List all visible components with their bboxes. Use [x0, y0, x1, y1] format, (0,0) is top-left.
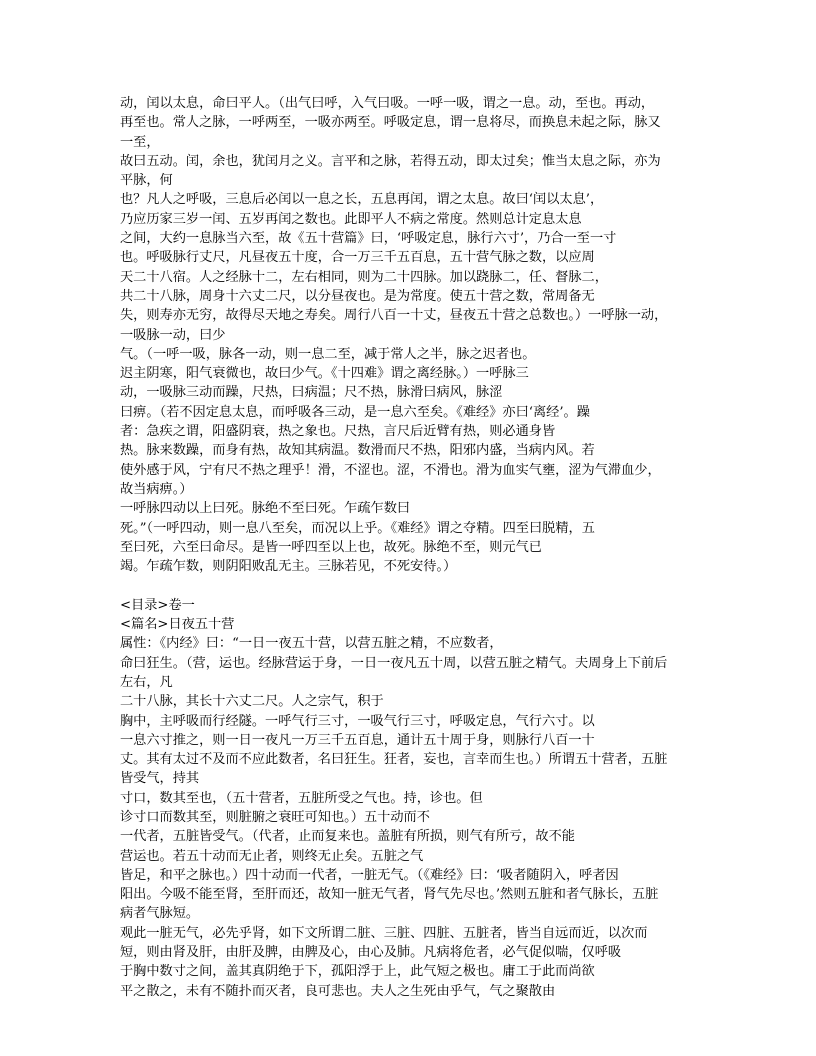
text-line: 皆足，和平之脉也。）四十动而一代者，一脏无气。（《难经》曰：‘吸者随阴入，呼者因 [120, 867, 619, 883]
section-fifty-cycles [120, 596, 700, 1001]
text-line: 竭。乍疏乍数，则阴阳败乱无主。三脉若见，不死安待。） [120, 559, 457, 575]
text-line: 诊寸口而数其至，则脏腑之衰旺可知也。）五十动而不 [120, 809, 430, 825]
text-line: 乃应历家三岁一闰、五岁再闰之数也。此即平人不病之常度。然则总计定息太息 [120, 211, 582, 227]
section-pulse-text [120, 94, 700, 576]
text-line: 寸口，数其至也，（五十营者，五脏所受之气也。持，诊也。但 [120, 790, 483, 806]
text-line: 一至， [120, 134, 160, 150]
text-line: 死。”（一呼四动，则一息八至矣，而况以上乎。《难经》谓之夺精。四至曰脱精，五 [120, 520, 595, 536]
text-line: 迟主阴寒，阳气衰微也，故曰少气。《十四难》谓之离经脉。）一呼脉三 [120, 366, 529, 382]
text-line: 观此一脏无气，必先乎肾，如下文所谓二脏、三脏、四脏、五脏者，皆当自远而近，以次而 [120, 925, 648, 941]
text-line: 一呼脉四动以上曰死。脉绝不至曰死。乍疏乍数曰 [120, 501, 411, 517]
text-line: 曰痹。（若不因定息太息，而呼吸各三动，是一息六至矣。《难经》亦曰‘离经’。躁 [120, 404, 590, 420]
text-line: 者：急疾之谓，阳盛阴衰，热之象也。尺热，言尺后近臂有热，则必通身皆 [120, 424, 556, 440]
text-line: 故曰五动。闰，余也，犹闰月之义。言平和之脉，若得五动，即太过矣；惟当太息之际，亦为 [120, 153, 661, 169]
text-line: 一吸脉一动，曰少 [120, 327, 226, 343]
chapter-title: <篇名>日夜五十营 [120, 617, 235, 633]
text-line: 一息六寸推之，则一日一夜凡一万三千五百息，通计五十周于身，则脉行八百一十 [120, 732, 595, 748]
text-line: 失，则寿亦无穷，故得尽天地之寿矣。周行八百一十丈，昼夜五十营之总数也。）一呼脉一动， [120, 308, 668, 324]
text-line: 之间，大约一息脉当六至，故《五十营篇》曰，‘呼吸定息，脉行六寸’，乃合一至一寸 [120, 231, 617, 247]
text-line: 一代者，五脏皆受气。（代者，止而复来也。盖脏有所损，则气有所亏，故不能 [120, 829, 575, 845]
text-line: 二十八脉，其长十六丈二尺。人之宗气，积于 [120, 694, 384, 710]
text-line: 命曰狂生。（营，运也。经脉营运于身，一日一夜凡五十周，以营五脏之精气。夫周身上下前后 [120, 655, 668, 671]
text-line: 短，则由肾及肝，由肝及脾，由脾及心，由心及肺。凡病将危者，必气促似喘，仅呼吸 [120, 945, 622, 961]
text-line: 共二十八脉，周身十六丈二尺，以分昼夜也。是为常度。使五十营之数，常周备无 [120, 288, 595, 304]
text-line: 营运也。若五十动而无止者，则终无止矣。五脏之气 [120, 848, 424, 864]
blank-line [120, 576, 700, 595]
text-line: 属性：《内经》曰：“一日一夜五十营，以营五脏之精，不应数者， [120, 636, 503, 652]
text-line: 平脉，何 [120, 173, 173, 189]
text-line: 左右，凡 [120, 674, 173, 690]
text-line: 病者气脉短。 [120, 906, 200, 922]
text-line: 平之散之，未有不随扑而灭者，良可悲也。夫人之生死由乎气，气之聚散由 [120, 983, 556, 999]
text-line: 丈。其有太过不及而不应此数者，名曰狂生。狂者，妄也，言幸而生也。）所谓五十营者，五脏 [120, 752, 668, 768]
catalog-heading: <目录>卷一 [120, 597, 195, 613]
text-line: 动，闰以太息，命曰平人。（出气曰呼，入气曰吸。一呼一吸，谓之一息。动，至也。再动， [120, 96, 655, 111]
text-line: 动，一吸脉三动而躁，尺热，曰病温；尺不热，脉滑曰病风，脉涩 [120, 385, 503, 401]
text-line: 于胸中数寸之间，盖其真阴绝于下，孤阳浮于上，此气短之极也。庸工于此而尚欲 [120, 964, 595, 980]
text-line: 阳出。今吸不能至肾，至肝而还，故知一脏无气者，肾气先尽也。’然则五脏和者气脉长，五脏 [120, 887, 659, 903]
text-line: 天二十八宿。人之经脉十二，左右相同，则为二十四脉。加以跷脉二，任、督脉二， [120, 269, 608, 285]
text-line: 也。呼吸脉行丈尺，凡昼夜五十度，合一万三千五百息，五十营气脉之数，以应周 [120, 250, 595, 266]
document-page [120, 94, 700, 1001]
text-line: 使外感于风，宁有尺不热之理乎！滑，不涩也。涩，不滑也。滑为血实气壅，涩为气滞血少， [120, 462, 661, 478]
text-line: 热。脉来数躁，而身有热，故知其病温。数滑而尺不热，阳邪内盛，当病内风。若 [120, 443, 595, 459]
text-line: 皆受气，持其 [120, 771, 200, 787]
text-line: 胸中，主呼吸而行经隧。一呼气行三寸，一吸气行三寸，呼吸定息，气行六寸。以 [120, 713, 595, 729]
text-line: 气。（一呼一吸，脉各一动，则一息二至，减于常人之半，脉之迟者也。 [120, 346, 536, 362]
text-line: 再至也。常人之脉，一呼两至，一吸亦两至。呼吸定息，谓一息将尽，而换息未起之际，脉又 [120, 115, 661, 131]
text-line: 至曰死，六至曰命尽。是皆一呼四至以上也，故死。脉绝不至，则元气已 [120, 539, 542, 555]
text-line: 故当病痹。） [120, 481, 193, 497]
text-line: 也？凡人之呼吸，三息后必闰以一息之长，五息再闰，谓之太息。故曰‘闰以太息’， [120, 192, 604, 208]
